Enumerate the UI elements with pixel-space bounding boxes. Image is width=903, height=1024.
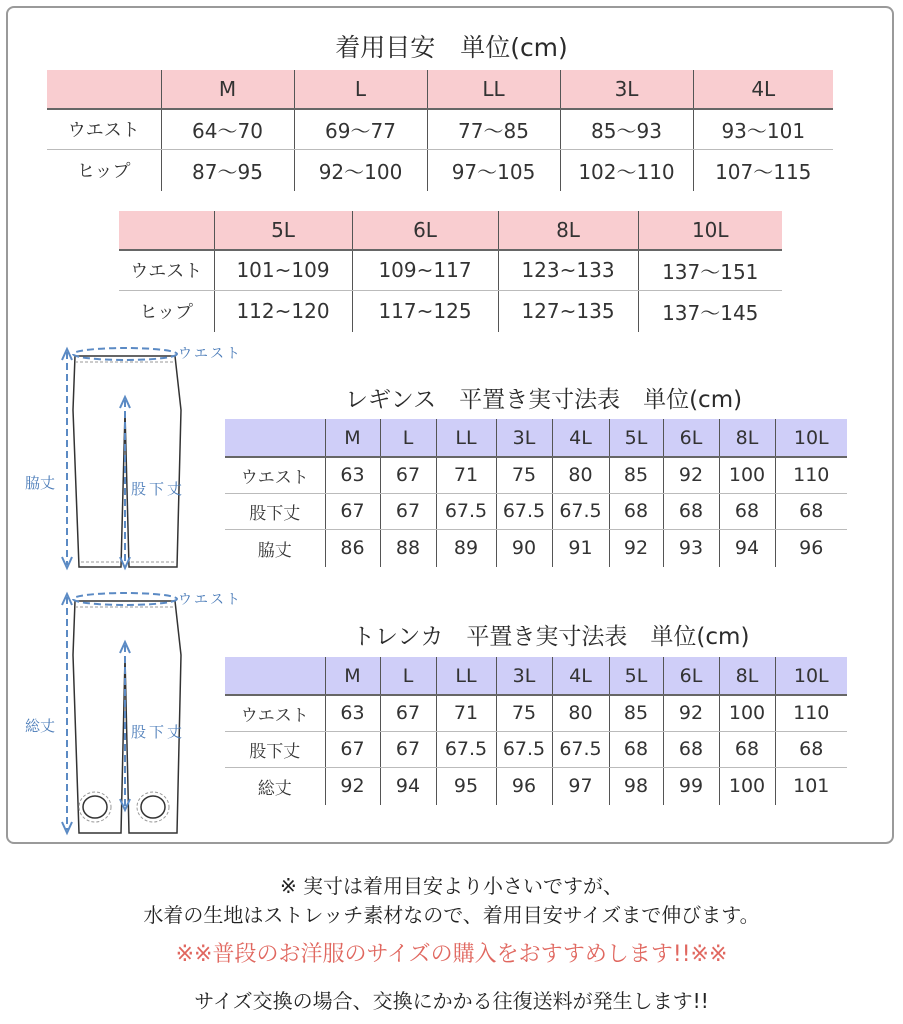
row-label: 股下丈 (225, 731, 325, 767)
header-blank (119, 211, 214, 250)
table-cell: 67.5 (436, 731, 496, 767)
table-header-row (47, 70, 833, 109)
table-cell: 75 (496, 695, 552, 731)
table-cell: 80 (552, 457, 609, 493)
row-label: 股下丈 (225, 493, 325, 529)
header-cell: 3L (496, 419, 552, 457)
header-cell: 8L (719, 419, 775, 457)
table-cell: 71 (436, 695, 496, 731)
table-cell: 101~109 (214, 250, 352, 290)
header-blank (225, 657, 325, 695)
header-cell: 10L (775, 657, 847, 695)
header-cell: 8L (498, 211, 638, 250)
inseam-label: 股下丈 (131, 480, 186, 498)
table-cell: 63 (325, 695, 380, 731)
table-cell: 67.5 (552, 731, 609, 767)
table-cell: 102〜110 (560, 149, 693, 191)
table-row (225, 767, 847, 805)
header-cell: LL (427, 70, 560, 109)
table-cell: 67 (325, 493, 380, 529)
row-label: 総丈 (257, 778, 292, 799)
table-row (225, 731, 847, 767)
table-cell: 92〜100 (294, 149, 427, 191)
table-cell: 68 (775, 731, 847, 767)
trenka-table (225, 657, 847, 805)
table-cell: 67 (380, 731, 436, 767)
table-cell: 137〜145 (638, 290, 782, 332)
size-guide-table-1 (47, 70, 833, 191)
table-cell: 69〜77 (294, 109, 427, 149)
table-cell: 80 (552, 695, 609, 731)
table-cell: 85 (609, 457, 663, 493)
row-label: ウエスト (225, 457, 325, 493)
table-cell: 123~133 (498, 250, 638, 290)
table-cell: 100 (719, 767, 775, 805)
table-row (47, 109, 833, 149)
table-cell: 67.5 (436, 493, 496, 529)
table-header-row (225, 657, 847, 695)
table-cell: 112~120 (214, 290, 352, 332)
trenka-diagram (15, 585, 245, 840)
waist-label: ウエスト (178, 592, 242, 608)
table-cell: 99 (663, 767, 719, 805)
table-cell: 86 (325, 529, 380, 567)
header-cell: 6L (352, 211, 498, 250)
total-length-label: 総丈 (25, 717, 56, 735)
table-cell: 98 (609, 767, 663, 805)
table-cell: 67 (380, 457, 436, 493)
table-cell: 68 (775, 493, 847, 529)
table-cell: 68 (719, 493, 775, 529)
row-label: ヒップ (139, 302, 193, 324)
header-cell: 10L (775, 419, 847, 457)
table-cell: 68 (663, 731, 719, 767)
table-cell: 63 (325, 457, 380, 493)
header-cell: 3L (560, 70, 693, 109)
header-cell: 4L (552, 419, 609, 457)
header-cell: 5L (214, 211, 352, 250)
table-cell: 77〜85 (427, 109, 560, 149)
table-cell: 96 (775, 529, 847, 567)
table-row (225, 493, 847, 529)
header-cell: 3L (496, 657, 552, 695)
table-cell: 68 (719, 731, 775, 767)
table-cell: 92 (609, 529, 663, 567)
table-cell: 68 (609, 731, 663, 767)
table-cell: 100 (719, 457, 775, 493)
table-cell: 87〜95 (161, 149, 294, 191)
table-cell: 93 (663, 529, 719, 567)
note-line-1: ※ 実寸は着用目安より小さいですが、 (279, 874, 624, 898)
table-cell: 94 (719, 529, 775, 567)
table-cell: 67.5 (496, 493, 552, 529)
table-cell: 92 (325, 767, 380, 805)
table-cell: 75 (496, 457, 552, 493)
header-cell: M (325, 657, 380, 695)
header-cell: L (380, 419, 436, 457)
waist-label: ウエスト (178, 346, 242, 362)
header-cell: 8L (719, 657, 775, 695)
table-row (119, 290, 782, 332)
table-cell: 67.5 (496, 731, 552, 767)
table-cell: 137〜151 (638, 250, 782, 290)
header-cell: LL (436, 419, 496, 457)
header-cell: 5L (609, 419, 663, 457)
table-cell: 89 (436, 529, 496, 567)
header-cell: 4L (693, 70, 833, 109)
table-row (47, 149, 833, 191)
header-cell: 4L (552, 657, 609, 695)
table-row (119, 250, 782, 290)
table-header-row (225, 419, 847, 457)
table-cell: 97 (552, 767, 609, 805)
note-line-2: 水着の生地はストレッチ素材なので、着用目安サイズまで伸びます。 (143, 903, 760, 927)
row-label: ヒップ (77, 161, 131, 183)
size-guide-title: 着用目安 単位(cm) (335, 33, 568, 62)
table-cell: 107〜115 (693, 149, 833, 191)
table-cell: 110 (775, 695, 847, 731)
leggings-diagram (15, 340, 245, 580)
table-row (225, 457, 847, 493)
inseam-label: 股下丈 (131, 723, 186, 741)
table-cell: 93〜101 (693, 109, 833, 149)
table-cell: 127~135 (498, 290, 638, 332)
header-cell: L (380, 657, 436, 695)
header-cell: L (294, 70, 427, 109)
header-cell: 10L (638, 211, 782, 250)
trenka-title: トレンカ 平置き実寸法表 単位(cm) (352, 624, 750, 650)
note-recommendation: ※※普段のお洋服のサイズの購入をおすすめします!!※※ (175, 942, 728, 967)
table-cell: 100 (719, 695, 775, 731)
table-cell: 67.5 (552, 493, 609, 529)
header-blank (47, 70, 161, 109)
row-label: ウエスト (47, 109, 161, 149)
header-cell: 6L (663, 419, 719, 457)
table-cell: 71 (436, 457, 496, 493)
header-blank (225, 419, 325, 457)
row-label: 脇丈 (257, 540, 292, 561)
table-cell: 85〜93 (560, 109, 693, 149)
table-cell: 90 (496, 529, 552, 567)
table-cell: 67 (380, 695, 436, 731)
table-cell: 92 (663, 457, 719, 493)
table-cell: 67 (380, 493, 436, 529)
table-cell: 110 (775, 457, 847, 493)
table-cell: 68 (609, 493, 663, 529)
row-label: ウエスト (119, 250, 214, 290)
table-cell: 97〜105 (427, 149, 560, 191)
table-cell: 94 (380, 767, 436, 805)
table-cell: 64〜70 (161, 109, 294, 149)
table-cell: 92 (663, 695, 719, 731)
leggings-title: レギンス 平置き実寸法表 単位(cm) (345, 387, 743, 413)
table-row (225, 529, 847, 567)
header-cell: M (161, 70, 294, 109)
row-label: ウエスト (225, 695, 325, 731)
header-cell: M (325, 419, 380, 457)
header-cell: LL (436, 657, 496, 695)
header-cell: 6L (663, 657, 719, 695)
table-cell: 68 (663, 493, 719, 529)
table-header-row (119, 211, 782, 250)
header-cell: 5L (609, 657, 663, 695)
table-cell: 91 (552, 529, 609, 567)
size-guide-table-2 (119, 211, 782, 332)
table-cell: 85 (609, 695, 663, 731)
side-length-label: 脇丈 (25, 474, 56, 492)
table-cell: 96 (496, 767, 552, 805)
table-cell: 67 (325, 731, 380, 767)
table-cell: 117~125 (352, 290, 498, 332)
table-row (225, 695, 847, 731)
leggings-table (225, 419, 847, 567)
table-cell: 109~117 (352, 250, 498, 290)
table-cell: 88 (380, 529, 436, 567)
table-cell: 95 (436, 767, 496, 805)
table-cell: 101 (775, 767, 847, 805)
note-exchange: サイズ交換の場合、交換にかかる往復送料が発生します!! (194, 989, 709, 1013)
